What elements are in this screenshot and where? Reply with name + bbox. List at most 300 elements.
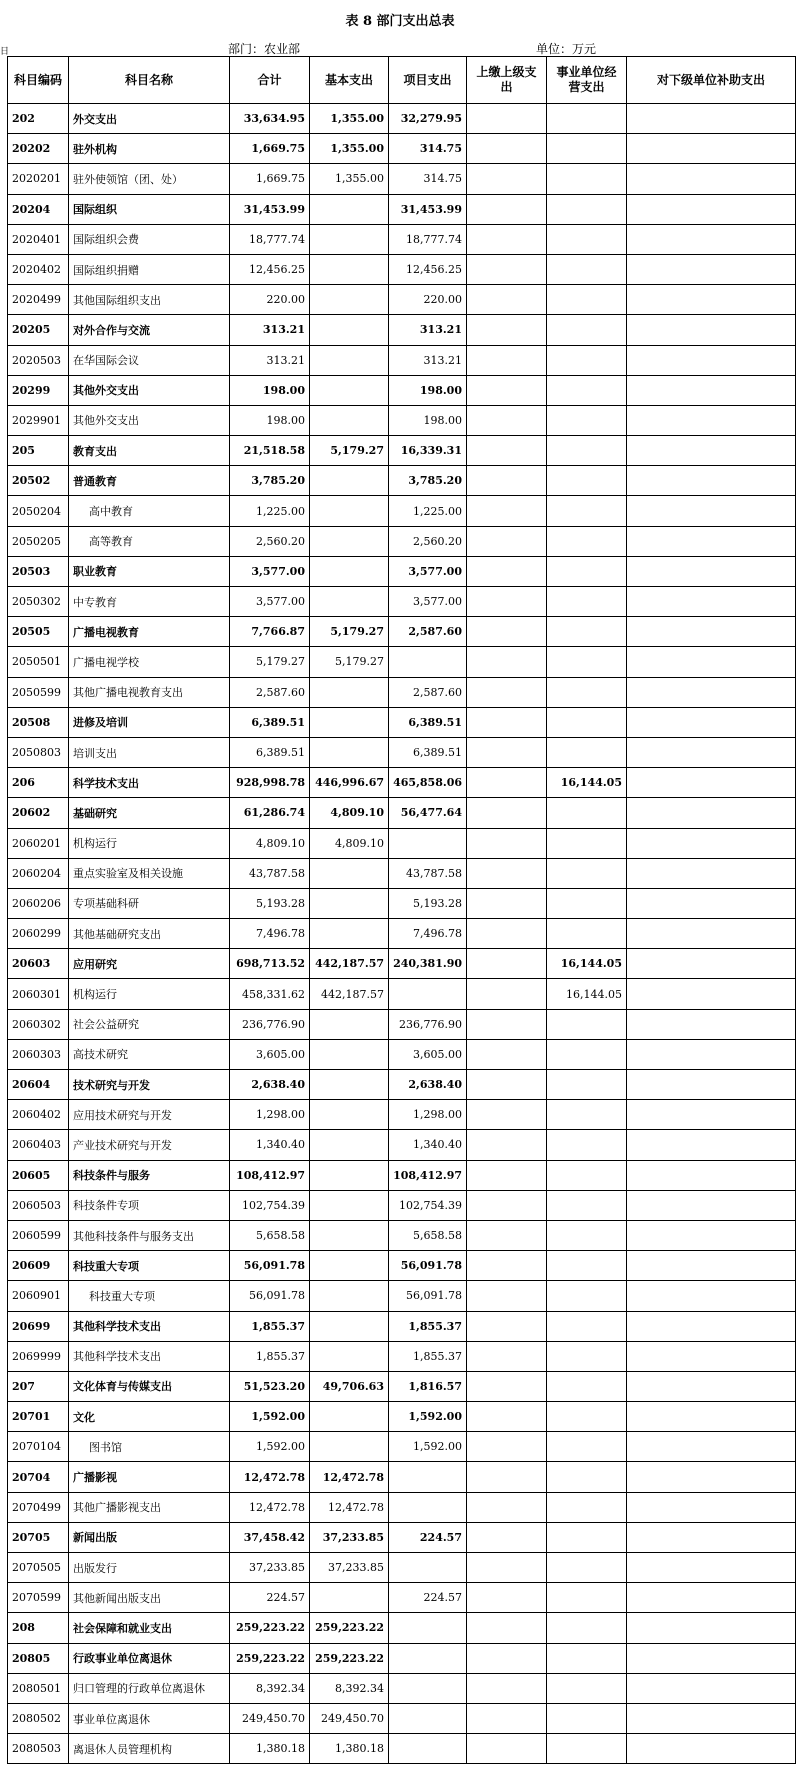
table-row bbox=[8, 1009, 796, 1039]
cell-subsidy bbox=[627, 556, 796, 586]
cell-basic: 442,187.57 bbox=[310, 949, 389, 979]
cell-project: 31,453.99 bbox=[389, 194, 467, 224]
cell-code: 2060403 bbox=[8, 1130, 69, 1160]
cell-business bbox=[547, 1009, 627, 1039]
cell-basic bbox=[310, 526, 389, 556]
cell-business bbox=[547, 315, 627, 345]
cell-project: 1,816.57 bbox=[389, 1371, 467, 1401]
cell-basic bbox=[310, 405, 389, 435]
cell-upper bbox=[467, 405, 547, 435]
cell-subsidy bbox=[627, 617, 796, 647]
cell-upper bbox=[467, 828, 547, 858]
cell-subsidy bbox=[627, 798, 796, 828]
cell-upper bbox=[467, 134, 547, 164]
cell-code: 205 bbox=[8, 436, 69, 466]
cell-basic bbox=[310, 919, 389, 949]
cell-code: 20204 bbox=[8, 194, 69, 224]
cell-code: 2060402 bbox=[8, 1100, 69, 1130]
cell-upper bbox=[467, 526, 547, 556]
cell-total: 1,669.75 bbox=[230, 134, 310, 164]
table-row bbox=[8, 1734, 796, 1764]
cell-total: 198.00 bbox=[230, 375, 310, 405]
cell-total: 3,605.00 bbox=[230, 1039, 310, 1069]
cell-business bbox=[547, 1583, 627, 1613]
cell-name: 国际组织 bbox=[69, 194, 230, 224]
cell-basic bbox=[310, 466, 389, 496]
cell-project: 198.00 bbox=[389, 405, 467, 435]
cell-business bbox=[547, 1251, 627, 1281]
cell-subsidy bbox=[627, 194, 796, 224]
table-row bbox=[8, 828, 796, 858]
table-row bbox=[8, 707, 796, 737]
cell-project: 18,777.74 bbox=[389, 224, 467, 254]
cell-name: 离退休人员管理机构 bbox=[69, 1734, 230, 1764]
cell-subsidy bbox=[627, 1643, 796, 1673]
table-row bbox=[8, 254, 796, 284]
cell-total: 8,392.34 bbox=[230, 1673, 310, 1703]
cell-name: 出版发行 bbox=[69, 1553, 230, 1583]
cell-code: 20205 bbox=[8, 315, 69, 345]
corner-mark: 日 bbox=[0, 47, 10, 57]
cell-total: 3,577.00 bbox=[230, 587, 310, 617]
header-code: 科目编码 bbox=[8, 57, 69, 104]
cell-name: 应用技术研究与开发 bbox=[69, 1100, 230, 1130]
cell-basic bbox=[310, 315, 389, 345]
cell-code: 2050302 bbox=[8, 587, 69, 617]
cell-name: 基础研究 bbox=[69, 798, 230, 828]
cell-name: 高技术研究 bbox=[69, 1039, 230, 1069]
cell-upper bbox=[467, 496, 547, 526]
cell-upper bbox=[467, 1070, 547, 1100]
cell-basic bbox=[310, 587, 389, 617]
cell-name: 驻外机构 bbox=[69, 134, 230, 164]
cell-total: 313.21 bbox=[230, 345, 310, 375]
cell-code: 20299 bbox=[8, 375, 69, 405]
cell-total: 1,592.00 bbox=[230, 1432, 310, 1462]
cell-name: 其他科学技术支出 bbox=[69, 1341, 230, 1371]
cell-upper bbox=[467, 1402, 547, 1432]
cell-business bbox=[547, 1492, 627, 1522]
cell-total: 33,634.95 bbox=[230, 104, 310, 134]
cell-code: 20605 bbox=[8, 1160, 69, 1190]
cell-subsidy bbox=[627, 496, 796, 526]
cell-total: 928,998.78 bbox=[230, 768, 310, 798]
cell-upper bbox=[467, 194, 547, 224]
cell-business bbox=[547, 556, 627, 586]
cell-subsidy bbox=[627, 254, 796, 284]
cell-upper bbox=[467, 1039, 547, 1069]
cell-project: 3,605.00 bbox=[389, 1039, 467, 1069]
cell-project: 56,091.78 bbox=[389, 1251, 467, 1281]
cell-name: 机构运行 bbox=[69, 828, 230, 858]
cell-total: 1,592.00 bbox=[230, 1402, 310, 1432]
header-business: 事业单位经营支出 bbox=[547, 57, 627, 104]
cell-code: 2060901 bbox=[8, 1281, 69, 1311]
unit-label: 单位：万元 bbox=[536, 42, 597, 56]
cell-project bbox=[389, 647, 467, 677]
table-row bbox=[8, 375, 796, 405]
cell-business bbox=[547, 1130, 627, 1160]
cell-upper bbox=[467, 224, 547, 254]
cell-total: 18,777.74 bbox=[230, 224, 310, 254]
cell-business bbox=[547, 436, 627, 466]
table-row bbox=[8, 1492, 796, 1522]
cell-business bbox=[547, 1522, 627, 1552]
cell-business bbox=[547, 888, 627, 918]
cell-business bbox=[547, 134, 627, 164]
table-row bbox=[8, 919, 796, 949]
cell-basic bbox=[310, 1100, 389, 1130]
cell-project: 1,592.00 bbox=[389, 1402, 467, 1432]
cell-business bbox=[547, 1402, 627, 1432]
cell-subsidy bbox=[627, 949, 796, 979]
cell-name: 对外合作与交流 bbox=[69, 315, 230, 345]
cell-subsidy bbox=[627, 1402, 796, 1432]
cell-upper bbox=[467, 1311, 547, 1341]
cell-code: 20699 bbox=[8, 1311, 69, 1341]
cell-basic bbox=[310, 1583, 389, 1613]
cell-basic bbox=[310, 345, 389, 375]
cell-subsidy bbox=[627, 375, 796, 405]
cell-project: 5,658.58 bbox=[389, 1220, 467, 1250]
cell-basic bbox=[310, 496, 389, 526]
table-row bbox=[8, 1673, 796, 1703]
cell-basic: 5,179.27 bbox=[310, 617, 389, 647]
cell-project: 32,279.95 bbox=[389, 104, 467, 134]
cell-project: 220.00 bbox=[389, 285, 467, 315]
cell-total: 61,286.74 bbox=[230, 798, 310, 828]
cell-basic: 12,472.78 bbox=[310, 1462, 389, 1492]
cell-basic: 4,809.10 bbox=[310, 798, 389, 828]
cell-name: 事业单位离退休 bbox=[69, 1703, 230, 1733]
cell-basic bbox=[310, 1402, 389, 1432]
cell-subsidy bbox=[627, 1130, 796, 1160]
cell-subsidy bbox=[627, 768, 796, 798]
cell-subsidy bbox=[627, 647, 796, 677]
cell-total: 31,453.99 bbox=[230, 194, 310, 224]
cell-subsidy bbox=[627, 1070, 796, 1100]
cell-subsidy bbox=[627, 737, 796, 767]
cell-code: 208 bbox=[8, 1613, 69, 1643]
cell-basic: 8,392.34 bbox=[310, 1673, 389, 1703]
cell-upper bbox=[467, 285, 547, 315]
cell-basic: 37,233.85 bbox=[310, 1553, 389, 1583]
cell-basic bbox=[310, 1432, 389, 1462]
cell-project: 3,577.00 bbox=[389, 556, 467, 586]
cell-project bbox=[389, 1553, 467, 1583]
cell-project bbox=[389, 979, 467, 1009]
cell-business bbox=[547, 1281, 627, 1311]
table-row bbox=[8, 1462, 796, 1492]
cell-code: 2069999 bbox=[8, 1341, 69, 1371]
cell-name: 高中教育 bbox=[69, 496, 230, 526]
cell-total: 198.00 bbox=[230, 405, 310, 435]
cell-name: 其他外交支出 bbox=[69, 375, 230, 405]
table-row bbox=[8, 436, 796, 466]
table-row bbox=[8, 285, 796, 315]
cell-code: 2060204 bbox=[8, 858, 69, 888]
cell-basic bbox=[310, 1281, 389, 1311]
cell-subsidy bbox=[627, 1371, 796, 1401]
cell-name: 广播电视教育 bbox=[69, 617, 230, 647]
cell-business: 16,144.05 bbox=[547, 979, 627, 1009]
table-row bbox=[8, 768, 796, 798]
cell-project: 1,225.00 bbox=[389, 496, 467, 526]
cell-project: 314.75 bbox=[389, 164, 467, 194]
cell-code: 20602 bbox=[8, 798, 69, 828]
cell-name: 归口管理的行政单位离退休 bbox=[69, 1673, 230, 1703]
cell-name: 社会公益研究 bbox=[69, 1009, 230, 1039]
cell-total: 2,638.40 bbox=[230, 1070, 310, 1100]
cell-total: 56,091.78 bbox=[230, 1251, 310, 1281]
cell-basic bbox=[310, 1070, 389, 1100]
cell-total: 1,855.37 bbox=[230, 1311, 310, 1341]
cell-code: 2050205 bbox=[8, 526, 69, 556]
cell-total: 3,577.00 bbox=[230, 556, 310, 586]
cell-business bbox=[547, 617, 627, 647]
cell-project: 198.00 bbox=[389, 375, 467, 405]
cell-business bbox=[547, 1462, 627, 1492]
cell-name: 进修及培训 bbox=[69, 707, 230, 737]
cell-basic bbox=[310, 858, 389, 888]
cell-total: 102,754.39 bbox=[230, 1190, 310, 1220]
cell-total: 6,389.51 bbox=[230, 707, 310, 737]
table-row bbox=[8, 677, 796, 707]
table-row bbox=[8, 979, 796, 1009]
cell-code: 2070599 bbox=[8, 1583, 69, 1613]
cell-upper bbox=[467, 315, 547, 345]
cell-business bbox=[547, 1432, 627, 1462]
cell-basic: 442,187.57 bbox=[310, 979, 389, 1009]
cell-project: 1,592.00 bbox=[389, 1432, 467, 1462]
expenditure-table bbox=[7, 56, 796, 1764]
cell-upper bbox=[467, 647, 547, 677]
cell-name: 国际组织捐赠 bbox=[69, 254, 230, 284]
cell-business bbox=[547, 1703, 627, 1733]
cell-basic bbox=[310, 1160, 389, 1190]
table-row bbox=[8, 1070, 796, 1100]
cell-basic: 5,179.27 bbox=[310, 647, 389, 677]
cell-basic bbox=[310, 707, 389, 737]
cell-name: 机构运行 bbox=[69, 979, 230, 1009]
cell-code: 2020503 bbox=[8, 345, 69, 375]
cell-project bbox=[389, 1734, 467, 1764]
cell-business bbox=[547, 104, 627, 134]
cell-business bbox=[547, 345, 627, 375]
cell-project bbox=[389, 1643, 467, 1673]
cell-basic bbox=[310, 1251, 389, 1281]
cell-project: 313.21 bbox=[389, 345, 467, 375]
cell-business bbox=[547, 737, 627, 767]
cell-upper bbox=[467, 436, 547, 466]
cell-name: 外交支出 bbox=[69, 104, 230, 134]
cell-subsidy bbox=[627, 707, 796, 737]
cell-business bbox=[547, 919, 627, 949]
cell-basic: 4,809.10 bbox=[310, 828, 389, 858]
table-row bbox=[8, 1039, 796, 1069]
cell-upper bbox=[467, 979, 547, 1009]
cell-name: 其他科技条件与服务支出 bbox=[69, 1220, 230, 1250]
cell-basic: 259,223.22 bbox=[310, 1643, 389, 1673]
cell-upper bbox=[467, 1553, 547, 1583]
cell-basic bbox=[310, 1009, 389, 1039]
cell-basic bbox=[310, 1341, 389, 1371]
cell-project bbox=[389, 1492, 467, 1522]
table-body bbox=[8, 104, 796, 1764]
cell-business bbox=[547, 647, 627, 677]
table-row bbox=[8, 617, 796, 647]
cell-business bbox=[547, 1643, 627, 1673]
cell-name: 专项基础科研 bbox=[69, 888, 230, 918]
cell-basic: 249,450.70 bbox=[310, 1703, 389, 1733]
cell-total: 12,472.78 bbox=[230, 1492, 310, 1522]
cell-project: 43,787.58 bbox=[389, 858, 467, 888]
cell-total: 458,331.62 bbox=[230, 979, 310, 1009]
cell-code: 20508 bbox=[8, 707, 69, 737]
cell-basic: 446,996.67 bbox=[310, 768, 389, 798]
cell-total: 21,518.58 bbox=[230, 436, 310, 466]
cell-upper bbox=[467, 888, 547, 918]
table-row bbox=[8, 1130, 796, 1160]
cell-project: 465,858.06 bbox=[389, 768, 467, 798]
cell-project: 102,754.39 bbox=[389, 1190, 467, 1220]
cell-project: 2,638.40 bbox=[389, 1070, 467, 1100]
cell-project: 1,855.37 bbox=[389, 1311, 467, 1341]
cell-name: 其他基础研究支出 bbox=[69, 919, 230, 949]
cell-code: 2060299 bbox=[8, 919, 69, 949]
cell-upper bbox=[467, 164, 547, 194]
cell-code: 20704 bbox=[8, 1462, 69, 1492]
cell-total: 249,450.70 bbox=[230, 1703, 310, 1733]
cell-subsidy bbox=[627, 134, 796, 164]
cell-subsidy bbox=[627, 1341, 796, 1371]
cell-code: 2070104 bbox=[8, 1432, 69, 1462]
cell-name: 应用研究 bbox=[69, 949, 230, 979]
table-row bbox=[8, 194, 796, 224]
cell-code: 207 bbox=[8, 1371, 69, 1401]
table-row bbox=[8, 1643, 796, 1673]
table-row bbox=[8, 1703, 796, 1733]
cell-total: 7,766.87 bbox=[230, 617, 310, 647]
cell-basic: 1,355.00 bbox=[310, 104, 389, 134]
cell-upper bbox=[467, 1522, 547, 1552]
cell-code: 2020402 bbox=[8, 254, 69, 284]
cell-code: 20609 bbox=[8, 1251, 69, 1281]
cell-total: 236,776.90 bbox=[230, 1009, 310, 1039]
table-row bbox=[8, 949, 796, 979]
cell-basic bbox=[310, 1130, 389, 1160]
cell-business bbox=[547, 587, 627, 617]
document-title: 表 8 部门支出总表 bbox=[345, 14, 455, 29]
cell-business bbox=[547, 1734, 627, 1764]
table-row bbox=[8, 1583, 796, 1613]
cell-subsidy bbox=[627, 315, 796, 345]
cell-name: 科技重大专项 bbox=[69, 1281, 230, 1311]
cell-subsidy bbox=[627, 1311, 796, 1341]
cell-code: 2060599 bbox=[8, 1220, 69, 1250]
table-row bbox=[8, 647, 796, 677]
cell-project: 3,577.00 bbox=[389, 587, 467, 617]
cell-upper bbox=[467, 798, 547, 828]
cell-upper bbox=[467, 768, 547, 798]
cell-business bbox=[547, 1070, 627, 1100]
cell-basic bbox=[310, 194, 389, 224]
cell-subsidy bbox=[627, 1583, 796, 1613]
cell-name: 驻外使领馆（团、处） bbox=[69, 164, 230, 194]
cell-project: 224.57 bbox=[389, 1522, 467, 1552]
cell-name: 教育支出 bbox=[69, 436, 230, 466]
cell-total: 259,223.22 bbox=[230, 1613, 310, 1643]
cell-total: 7,496.78 bbox=[230, 919, 310, 949]
cell-basic bbox=[310, 254, 389, 284]
table-row bbox=[8, 104, 796, 134]
cell-basic bbox=[310, 1190, 389, 1220]
cell-subsidy bbox=[627, 1039, 796, 1069]
cell-code: 2050204 bbox=[8, 496, 69, 526]
cell-basic bbox=[310, 1311, 389, 1341]
cell-subsidy bbox=[627, 919, 796, 949]
cell-upper bbox=[467, 1160, 547, 1190]
table-row bbox=[8, 737, 796, 767]
table-row bbox=[8, 1220, 796, 1250]
table-row bbox=[8, 587, 796, 617]
cell-subsidy bbox=[627, 104, 796, 134]
header-name: 科目名称 bbox=[69, 57, 230, 104]
cell-project: 12,456.25 bbox=[389, 254, 467, 284]
cell-basic bbox=[310, 677, 389, 707]
cell-upper bbox=[467, 104, 547, 134]
cell-project: 313.21 bbox=[389, 315, 467, 345]
cell-upper bbox=[467, 1673, 547, 1703]
cell-name: 其他广播影视支出 bbox=[69, 1492, 230, 1522]
cell-name: 广播影视 bbox=[69, 1462, 230, 1492]
cell-business bbox=[547, 858, 627, 888]
table-row bbox=[8, 1613, 796, 1643]
cell-business bbox=[547, 798, 627, 828]
cell-subsidy bbox=[627, 1190, 796, 1220]
cell-upper bbox=[467, 1643, 547, 1673]
header-basic: 基本支出 bbox=[310, 57, 389, 104]
cell-code: 2020201 bbox=[8, 164, 69, 194]
cell-upper bbox=[467, 1009, 547, 1039]
cell-total: 5,179.27 bbox=[230, 647, 310, 677]
cell-total: 12,472.78 bbox=[230, 1462, 310, 1492]
cell-subsidy bbox=[627, 1703, 796, 1733]
cell-code: 20603 bbox=[8, 949, 69, 979]
cell-total: 224.57 bbox=[230, 1583, 310, 1613]
cell-project: 236,776.90 bbox=[389, 1009, 467, 1039]
cell-subsidy bbox=[627, 1251, 796, 1281]
cell-code: 2070505 bbox=[8, 1553, 69, 1583]
cell-business bbox=[547, 375, 627, 405]
cell-subsidy bbox=[627, 1009, 796, 1039]
cell-project bbox=[389, 828, 467, 858]
cell-upper bbox=[467, 466, 547, 496]
cell-subsidy bbox=[627, 285, 796, 315]
cell-project bbox=[389, 1703, 467, 1733]
cell-code: 2050599 bbox=[8, 677, 69, 707]
cell-project: 2,560.20 bbox=[389, 526, 467, 556]
cell-upper bbox=[467, 1371, 547, 1401]
cell-code: 2080503 bbox=[8, 1734, 69, 1764]
cell-subsidy bbox=[627, 1734, 796, 1764]
header-total: 合计 bbox=[230, 57, 310, 104]
table-row bbox=[8, 556, 796, 586]
cell-project bbox=[389, 1462, 467, 1492]
cell-total: 37,458.42 bbox=[230, 1522, 310, 1552]
cell-name: 行政事业单位离退休 bbox=[69, 1643, 230, 1673]
cell-total: 37,233.85 bbox=[230, 1553, 310, 1583]
